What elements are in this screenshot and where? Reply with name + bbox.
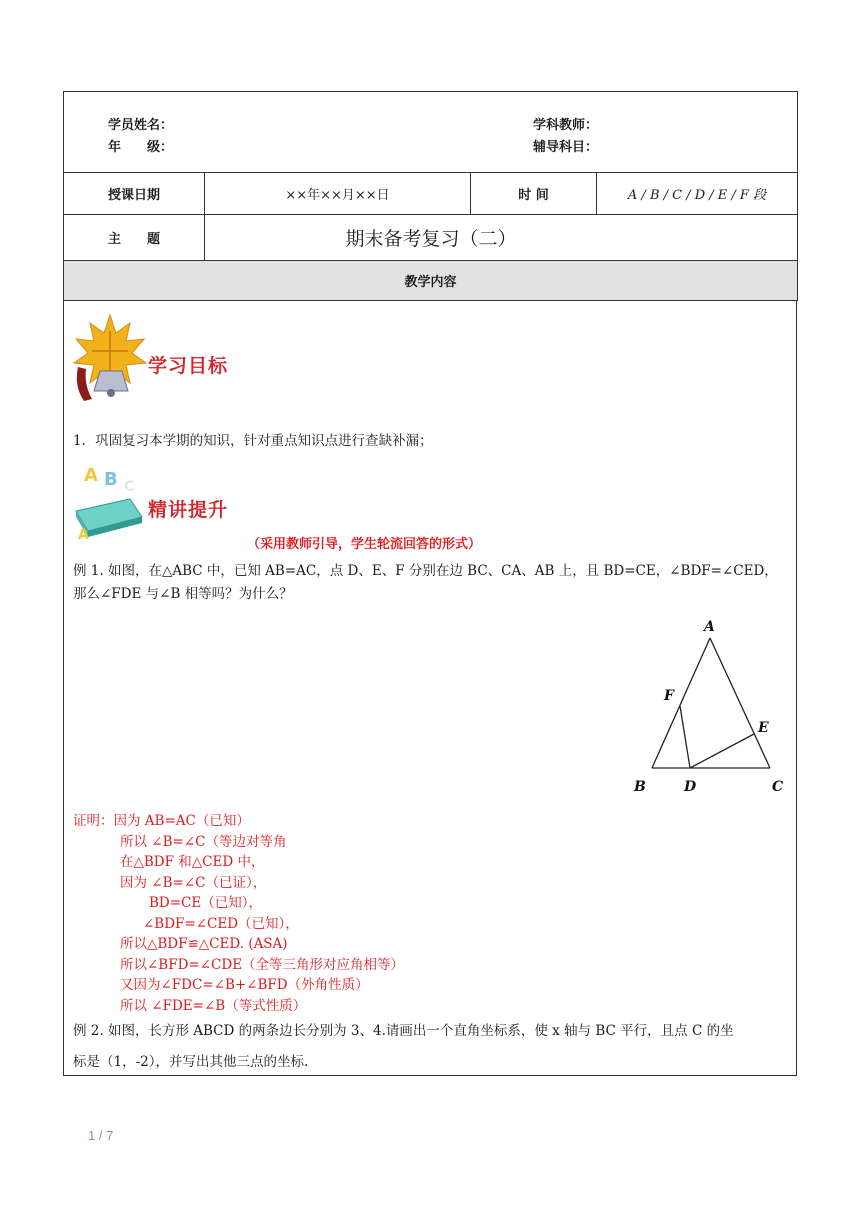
lecture-title: 精讲提升: [148, 499, 229, 521]
proof-line: BD=CE（已知），: [149, 895, 262, 911]
svg-text:A: A: [84, 465, 98, 486]
svg-text:A: A: [78, 527, 89, 541]
date-label: 授课日期: [64, 173, 205, 215]
segment-de: [690, 734, 754, 768]
example2-line1: 例 2. 如图，长方形 ABCD 的两条边长分别为 3、4.请画出一个直角坐标系，使 x 轴与 BC 平行，且点 C 的坐: [73, 1023, 734, 1039]
proof-line: 证明：因为 AB=AC（已知）: [73, 813, 250, 829]
page-number: 1 / 7: [88, 1128, 114, 1143]
proof-line: 所以 ∠FDE=∠B（等式性质）: [120, 997, 307, 1014]
proof-line: 所以△BDF≌△CED. (ASA): [120, 936, 288, 952]
student-info-cell: [64, 92, 798, 173]
student-name-label: 学员姓名：: [108, 118, 174, 133]
topic-value: 期末备考复习（二）: [205, 215, 798, 261]
lesson-sheet: [63, 91, 797, 1076]
proof-line: 因为 ∠B=∠C（已证），: [120, 874, 267, 891]
label-f: F: [664, 688, 674, 704]
subject-label: 辅导科目：: [533, 140, 599, 155]
date-value: ××年××月××日: [205, 173, 471, 215]
goal-item: 1．巩固复习本学期的知识，针对重点知识点进行查缺补漏；: [73, 433, 433, 449]
content-band: 教学内容: [64, 261, 798, 301]
grade-label: 年 级：: [108, 140, 174, 155]
proof-block: [73, 811, 404, 1016]
proof-line: 所以 ∠B=∠C（等边对等角: [120, 833, 287, 850]
label-b: B: [634, 779, 646, 795]
proof-line: 在△BDF 和△CED 中，: [120, 854, 265, 870]
triangle-figure: [624, 616, 794, 796]
teacher-label: 学科教师：: [533, 118, 599, 133]
segment-df: [680, 706, 690, 768]
label-a: A: [704, 619, 715, 635]
goal-title: 学习目标: [148, 355, 229, 377]
abc-book-icon: [70, 461, 150, 541]
lecture-banner: [70, 461, 250, 541]
lecture-note: （采用教师引导，学生轮流回答的形式）: [247, 537, 482, 552]
maple-leaf-bell-icon: [70, 311, 150, 403]
label-d: D: [684, 779, 697, 795]
example1-line2: 那么∠FDE 与∠B 相等吗？为什么？: [73, 586, 293, 602]
time-value: A / B / C / D / E / F 段: [597, 173, 798, 215]
proof-line: 所以∠BFD=∠CDE（全等三角形对应角相等）: [120, 956, 405, 973]
proof-line: 又因为∠FDC=∠B+∠BFD（外角性质）: [120, 977, 369, 993]
time-label: 时 间: [471, 173, 597, 215]
goal-banner: [70, 311, 250, 403]
label-c: C: [772, 779, 784, 795]
svg-text:C: C: [124, 479, 135, 495]
example2-line2: 标是（1，-2），并写出其他三点的坐标.: [73, 1054, 309, 1070]
side-ac: [710, 638, 770, 768]
example1-line1: 例 1. 如图，在△ABC 中，已知 AB=AC，点 D、E、F 分别在边 BC、CA、AB 上，且 BD=CE，∠BDF=∠CED，: [73, 563, 778, 579]
topic-label: 主 题: [64, 215, 205, 261]
header-table: [63, 91, 798, 301]
svg-text:B: B: [104, 469, 118, 490]
label-e: E: [758, 720, 769, 736]
side-ab: [652, 638, 710, 768]
proof-line: ∠BDF=∠CED（已知），: [143, 915, 299, 932]
teaching-content: [63, 301, 797, 1076]
